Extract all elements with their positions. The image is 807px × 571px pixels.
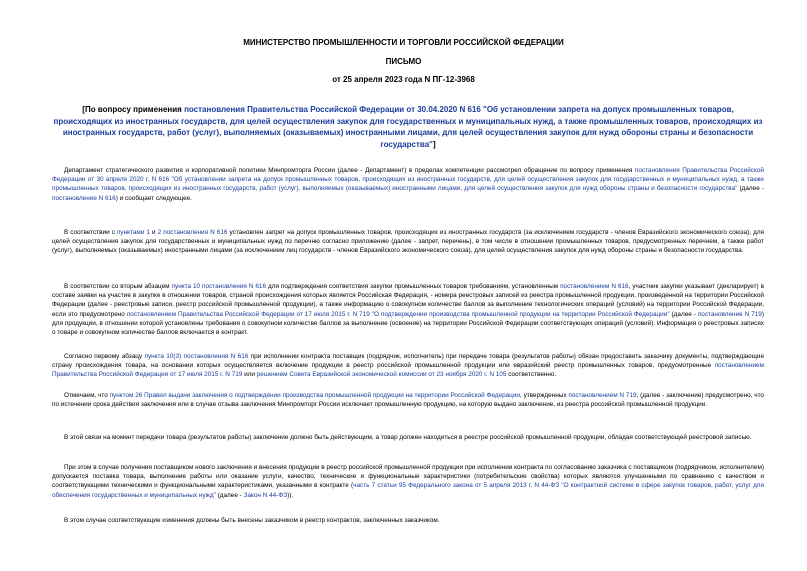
text: Департамент стратегического развития и корпоративной политики Минпромторга России (далее - Департамент) в пределах компетенции рассмотрел обращение по вопросу применения <box>64 167 635 174</box>
link-resolution-616[interactable]: постановления Правительства Российской Федерации от 30 апреля 2020 г. N 616 "Об установлении запрета на допуск промышленных товаров, происходящих из иностранных государств, для целей осуществления закупок для государственных и муниципальных нужд, а также промышленных товаров, происходящих из иностранных государств, работ (услуг), выполняемых (оказываемых) иностранными лицами, для целей осуществления закупок для нужд обороны страны и безопасности государства" <box>52 167 764 193</box>
text: для подтверждения соответствия закупки промышленных товаров требованиям, установленным <box>266 283 561 290</box>
subject-suffix: ] <box>432 139 436 149</box>
paragraph-2 <box>52 228 764 256</box>
paragraph-4 <box>52 352 764 380</box>
link-resolution-719[interactable]: постановлением Правительства Российской Федерации от 17 июля 2015 г. N 719 <box>52 362 764 379</box>
link-resolution-616[interactable]: постановлением N 616 <box>560 283 629 290</box>
text: )). <box>287 491 294 499</box>
link-resolution-719[interactable]: постановлением Правительства Российской Федерации от 17 июля 2015 г. N 719 "О подтверждении производства промышленной продукции на территории Российской Федерации" <box>126 310 670 318</box>
paragraph-1 <box>52 166 764 203</box>
link-resolution-719-short[interactable]: постановление N 719 <box>697 310 762 318</box>
paragraph-3 <box>52 282 764 337</box>
text: , (далее - заключение) предусмотрено, что по истечении срока действия заключения или в случае отзыва заключения Минпромторг России исключает промышленную продукцию, на которую выдано заключение, из реестра российской промышленной продукции. <box>52 392 764 409</box>
text: Отмечаем, что <box>64 392 110 399</box>
text: ) для продукции, в отношении которой установлены требования о совокупном количестве баллов за выполнение (освоение) на территории Российской Федерации соответствующих операций (условий). Информация о реестровых записях о товаре и совокупном количестве баллов включается в контракт. <box>52 310 764 337</box>
text: , утвержденных <box>519 392 569 399</box>
text: В соответствии с <box>64 229 117 236</box>
link-point-10[interactable]: пункта 10 постановления N 616 <box>171 283 267 290</box>
text: В соответствии со вторым абзацем <box>64 283 172 290</box>
text: установлен запрет на допуск промышленных товаров, происходящих из иностранных государств (за исключением государств - членов Евразийского экономического союза), для целей осуществления закупок для государственных и муниципальных нужд по перечню согласно приложению (далее - запрет, перечень), в том числе в отношении промышленных товаров, предусмотренных перечнем, а также работ (услуг), выполняемых (оказываемых) иностранными лицами (за исключением лиц государств - членов Евразийского экономического союза), для целей осуществления закупок для нужд обороны страны и безопасности государства. <box>52 229 765 255</box>
link-points-1[interactable]: пунктами 1 <box>116 229 150 236</box>
text: (далее - <box>669 310 698 318</box>
link-law-44fz[interactable]: Закон N 44-ФЗ <box>243 491 288 499</box>
text: , участник закупки указывает (декларирует) в составе заявки на участие в закупке в отношении товаров, страной происхождения которых является Российская Федерация, - номера реестровых записей из реестра промышленной продукции, произведенной на территории Российской Федерации (далее - реестровые записи, реестр российской промышленной продукции), а также информацию о совокупном количестве баллов за выполнение технологических операций (условий) на территории Российской Федерации, если это предусмотрено <box>52 283 765 318</box>
link-resolution-616[interactable]: постановления N 616 <box>163 229 228 236</box>
paragraph-7 <box>52 463 764 500</box>
link-resolution-616-short[interactable]: постановление N 616 <box>52 194 116 202</box>
text: Согласно первому абзацу <box>64 353 145 360</box>
text: (далее - <box>215 491 244 499</box>
document-subject <box>52 104 764 150</box>
text: и <box>149 229 158 236</box>
text: При этом в случае получения поставщиком нового заключения и внесения продукции в реестр российской промышленной продукции при исполнении контракта по согласованию заказчика с поставщиком (подрядчиком, исполнителем) допускается поставка товара, выполнение работы или оказание услуги, качество, технические и функциональные характеристики (потребительские свойства) которых являются улучшенными по сравнению с качеством и соответствующими техническими и функциональными характеристиками, указанными в контракте ( <box>52 464 764 490</box>
text: или <box>242 371 257 379</box>
link-eec-decision-105[interactable]: решением Совета Евразийской экономической комиссии от 23 ноября 2020 г. N 105 <box>256 371 507 379</box>
text: при исполнении контракта поставщик (подрядчик, исполнитель) при передаче товара (результатов работы) обязан предоставить заказчику документы, подтверждающие страну происхождения товара, на основании которых осуществляется включение продукции в реестр российской промышленной продукции или евразийский реестр промышленных товаров, предусмотренные <box>52 353 764 370</box>
text: (далее - <box>737 185 764 193</box>
link-point-2[interactable]: 2 <box>157 229 162 236</box>
link-point-10-3[interactable]: пункта 10(3) постановления N 616 <box>144 353 249 360</box>
link-point-26-rules[interactable]: пунктом 26 Правил выдачи заключения о подтверждении производства промышленной продукции на территории Российской Федерации <box>109 392 520 399</box>
link-resolution-719[interactable]: постановлением N 719 <box>568 392 637 399</box>
text: соответственно. <box>506 371 557 379</box>
subject-prefix: [По вопросу применения <box>82 105 185 114</box>
ministry-heading: МИНИСТЕРСТВО ПРОМЫШЛЕННОСТИ И ТОРГОВЛИ РОССИЙСКОЙ ФЕДЕРАЦИИ <box>243 38 564 47</box>
subject-link[interactable]: постановления Правительства Российской Федерации от 30.04.2020 N 616 "Об установлении запрета на допуск промышленных товаров, происходящих из иностранных государств, для целей осуществления закупок для государственных и муниципальных нужд, а также промышленных товаров, происходящих из иностранных государств, работ (услуг), выполняемых (оказываемых) иностранными лицами, для целей осуществления закупок для нужд обороны страны и безопасности государства" <box>53 105 763 149</box>
text: ) и сообщает следующее. <box>115 194 192 202</box>
paragraph-6 <box>52 433 764 442</box>
document-date: от 25 апреля 2023 года N ПГ-12-3968 <box>332 75 475 84</box>
document-type: ПИСЬМО <box>385 57 422 66</box>
paragraph-8 <box>52 516 764 525</box>
paragraph-5 <box>52 391 764 409</box>
text: В этой связи на момент передачи товара (результатов работы) заключение должно быть действующим, а товар должен находиться в реестре российской промышленной продукции, обладая соответствующей реестровой записью. <box>64 434 752 441</box>
link-law-44fz-art95[interactable]: часть 7 статьи 95 Федерального закона от 5 апреля 2013 г. N 44-ФЗ "О контрактной системе в сфере закупок товаров, работ, услуг для обеспечения государственных и муниципальных нужд" <box>52 482 764 499</box>
text: В этом случае соответствующие изменения должны быть внесены заказчиком в реестр контрактов, заключенных заказчиком. <box>64 517 440 524</box>
